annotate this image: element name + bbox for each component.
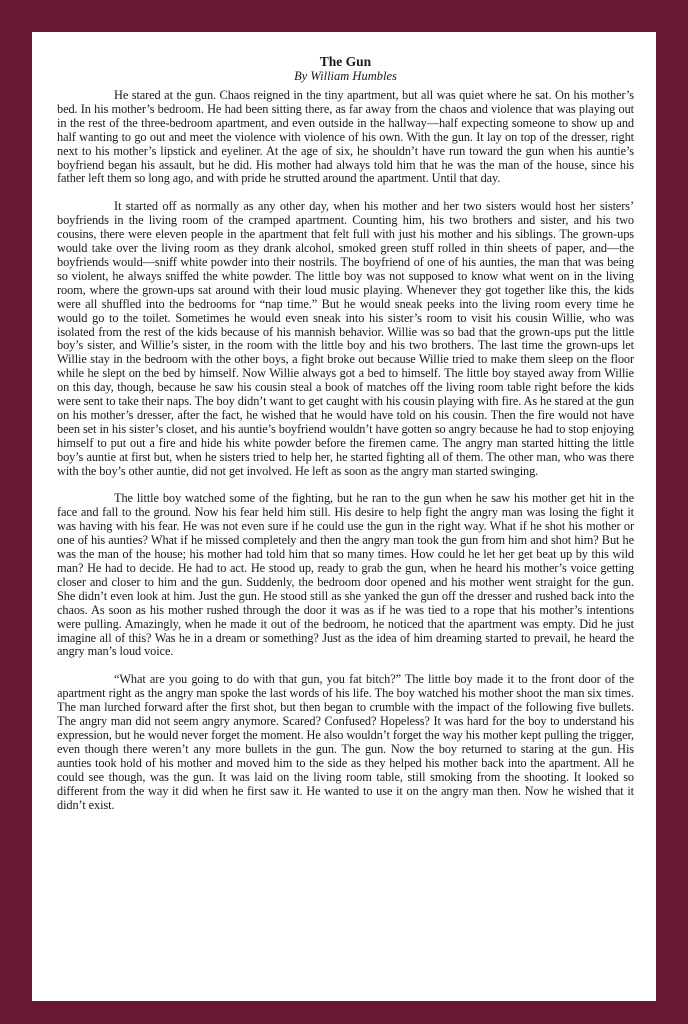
paragraph-4: “What are you going to do with that gun, you fat bitch?” The little boy made it to the front door of the apartment right as the angry man spoke the last words of his life. The boy watched his mother shoot the man six times. The man lurched forward after the first shot, but then began to crumble with the impact of the following five bullets. The angry man did not seem angry anymore. Scared? Confused? Hopeless? It was hard for the boy to understand his expression, but he would never forget the moment. He also wouldn’t forget the way his mother kept pulling the trigger, even though there weren’t any more bullets in the gun. The gun. Now the boy returned to staring at the gun. His aunties took hold of his mother and moved him to the side as they helped his mother back into the apartment. All he could see though, was the gun. It was laid on the living room table, still smoking from the shooting. It looked so different from the way it did when he first saw it. He wanted to use it on the angry man then. Now he wished that it didn’t exist. — [57, 672, 634, 812]
paragraph-3: The little boy watched some of the fighting, but he ran to the gun when he saw his mother get hit in the face and fall to the ground. Now his fear held him still. His desire to help fight the angry man was losing the fight it was having with his fear. He was not even sure if he could use the gun in the right way. What if he shot his mother or one of his aunties? What if he missed completely and then the angry man took the gun from him and shot him? But he was the man of the house; his mother had told him that so many times. How could he let her get beat up by this wild man? He had to decide. He had to act. He stood up, ready to grab the gun, when he heard his mother’s voice getting closer and closer to him and the gun. Suddenly, the bedroom door opened and his mother went straight for the gun. She didn’t even look at him. Just the gun. He stood still as she yanked the gun off the dresser and rushed back into the chaos. As soon as his mother rushed through the door it was as if he was tied to a rope that his mother’s intentions were pulling. Amazingly, when he made it out of the bedroom, he noticed that the apartment was empty. Did he just imagine all of this? Was he in a dream or something? Just as the idea of him dreaming started to prevail, he heard the angry man’s loud voice. — [57, 491, 634, 659]
paragraph-1: He stared at the gun. Chaos reigned in the tiny apartment, but all was quiet where he sat. On his mother’s bed. In his mother’s bedroom. He had been sitting there, as far away from the chaos and violence that was playing out in the rest of the three-bedroom apartment, and even outside in the hallway—half expecting someone to show up and half wanting to go out and meet the violence with violence of his own. With the gun. It lay on top of the dresser, right next to his mother’s lipstick and eyeliner. At the age of six, he shouldn’t have run toward the gun when his auntie’s boyfriend began his assault, but he did. His mother had always told him that he was the man of the house, since his father left them so long ago, and with pride he strutted around the apartment. Until that day. — [57, 88, 634, 186]
paragraph-2: It started off as normally as any other day, when his mother and her two sisters would host her sisters’ boyfriends in the living room of the cramped apartment. Counting him, his two brothers and sister, and his two cousins, there were eleven people in the apartment that felt full with just his mother and his siblings. The grown-ups would take over the living room as they drank alcohol, smoked green stuff rolled in thin sheets of paper, and—the boyfriends would—sniff white powder into their nostrils. The boyfriend of one of his aunties, the man that was being so violent, he always sniffed the white powder. The little boy was not supposed to know what went on in the living room, where the grown-ups sat around with their loud music playing. Whenever they got together like this, the kids were all shuffled into the bedrooms for “nap time.” But he would sneak peeks into the living room every time he would go to the toilet. Sometimes he would even sneak into his sister’s room to visit his cousin Willie, who was isolated from the rest of the kids because of his mannish behavior. Willie was so bad that the grown-ups put the little boy’s sister, and Willie’s sister, in the room with the little boy and his two brothers. The last time the grown-ups let Willie stay in the bedroom with the other boys, a fight broke out because Willie tried to make them sleep on the floor while he slept on the bed by himself. Now Willie always got a bed to himself. The little boy stayed away from Willie on this day, though, because he saw his cousin steal a book of matches off the living room table right before the kids were sent to take their naps. The boy didn’t want to get caught with his cousin playing with fire. As he stared at the gun on his mother’s dresser, after the fact, he wished that he would have told on his cousin. Then the fire would not have been set in his sister’s closet, and his auntie’s boyfriend wouldn’t have gotten so angry because he had to stop enjoying himself to put out a fire and hide his white powder before the firemen came. The angry man started hitting the little boy’s auntie at first but, when he sisters tried to help her, he started fighting all of them. The other man, who was there with the boy’s other auntie, did not get involved. He left as soon as the angry man started swinging. — [57, 199, 634, 478]
document-page — [32, 32, 656, 1001]
document-byline: By William Humbles — [294, 69, 397, 83]
document-title: The Gun — [319, 54, 372, 69]
